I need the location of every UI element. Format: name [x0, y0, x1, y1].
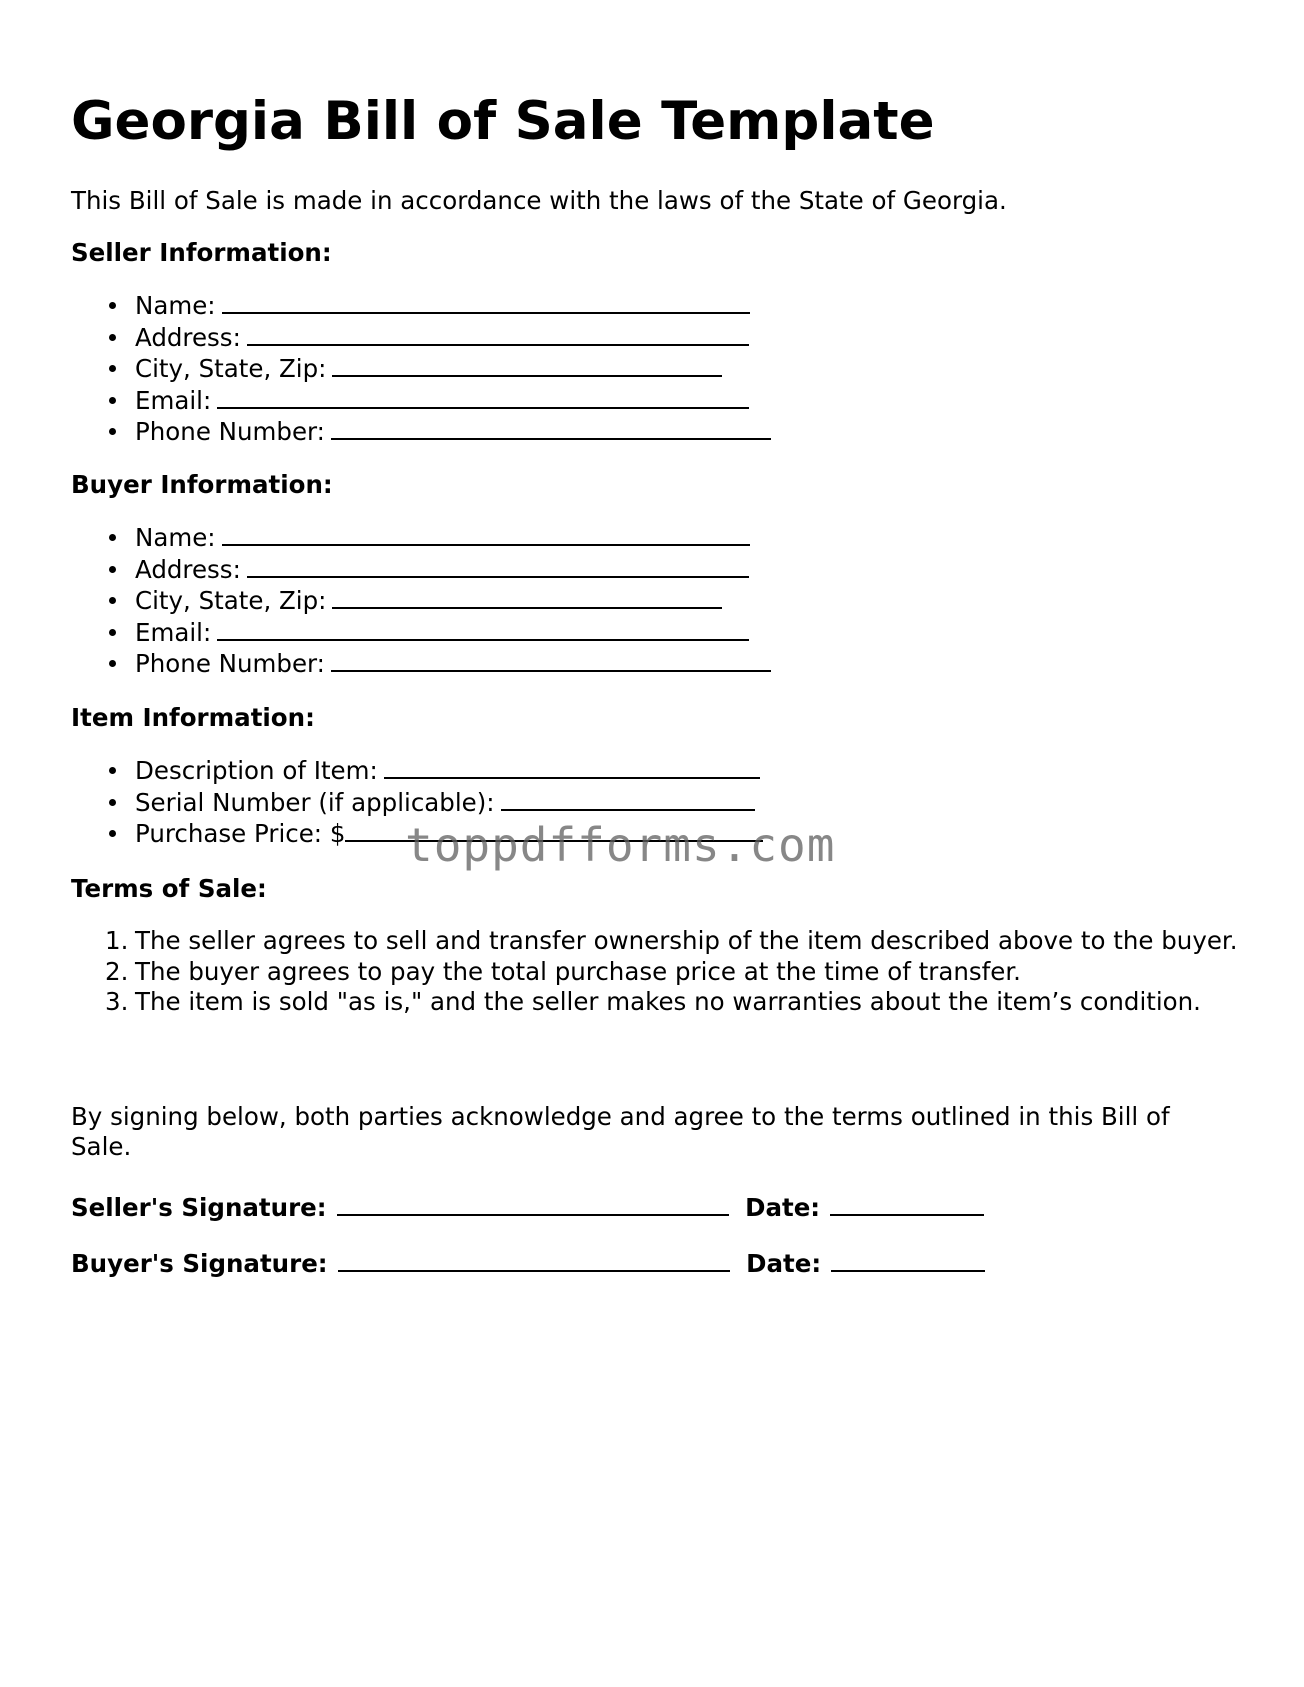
item-purchase-price-blank[interactable] [345, 818, 763, 842]
buyer-date-blank[interactable] [831, 1248, 985, 1272]
terms-item: 3. The item is sold "as is," and the seller makes no warranties about the item’s condition. [105, 987, 1201, 1016]
buyer-city-state-zip-blank[interactable] [332, 585, 722, 609]
seller-city-state-zip-blank[interactable] [332, 353, 722, 377]
item-purchase-price-field: Purchase Price: $ [71, 818, 763, 850]
buyer-heading: Buyer Information: [71, 470, 333, 499]
buyer-signature-blank[interactable] [338, 1248, 730, 1272]
seller-name-blank[interactable] [222, 290, 750, 314]
buyer-signature-row [71, 1248, 985, 1279]
page-title: Georgia Bill of Sale Template [71, 91, 935, 152]
item-serial-number-blank[interactable] [501, 787, 755, 811]
seller-heading: Seller Information: [71, 238, 332, 267]
seller-email-blank[interactable] [217, 385, 749, 409]
seller-date-blank[interactable] [830, 1192, 984, 1216]
buyer-address-blank[interactable] [247, 554, 749, 578]
buyer-field-list [71, 522, 771, 680]
item-field-list [71, 755, 763, 850]
buyer-city-state-zip-field: City, State, Zip: [71, 585, 771, 617]
seller-date-label: Date: [745, 1193, 821, 1222]
buyer-name-field: Name: [71, 522, 771, 554]
seller-email-field: Email: [71, 385, 771, 417]
buyer-phone-field: Phone Number: [71, 648, 771, 680]
watermark-text: toppdfforms.com [405, 818, 836, 872]
seller-field-list [71, 290, 771, 448]
item-description-field: Description of Item: [71, 755, 763, 787]
item-serial-number-field: Serial Number (if applicable): [71, 787, 763, 819]
seller-city-state-zip-field: City, State, Zip: [71, 353, 771, 385]
seller-address-field: Address: [71, 322, 771, 354]
acknowledgement-paragraph: By signing below, both parties acknowledge and agree to the terms outlined in this Bill of Sale. [71, 1102, 1170, 1161]
item-description-blank[interactable] [384, 755, 760, 779]
buyer-address-field: Address: [71, 554, 771, 586]
buyer-email-blank[interactable] [217, 617, 749, 641]
buyer-name-blank[interactable] [222, 522, 750, 546]
seller-name-field: Name: [71, 290, 771, 322]
terms-list [71, 926, 1285, 1018]
seller-address-blank[interactable] [247, 322, 749, 346]
terms-item: 1. The seller agrees to sell and transfer ownership of the item described above to the buyer. [105, 926, 1238, 955]
item-heading: Item Information: [71, 703, 315, 732]
seller-phone-blank[interactable] [331, 416, 771, 440]
buyer-phone-blank[interactable] [331, 648, 771, 672]
seller-signature-row [71, 1192, 984, 1223]
seller-signature-blank[interactable] [337, 1192, 729, 1216]
buyer-date-label: Date: [746, 1249, 822, 1278]
buyer-email-field: Email: [71, 617, 771, 649]
intro-paragraph: This Bill of Sale is made in accordance with the laws of the State of Georgia. [71, 186, 1007, 215]
buyer-signature-label: Buyer's Signature: [71, 1249, 328, 1278]
terms-item: 2. The buyer agrees to pay the total purchase price at the time of transfer. [105, 956, 1021, 986]
seller-phone-field: Phone Number: [71, 416, 771, 448]
terms-heading: Terms of Sale: [71, 874, 267, 903]
seller-signature-label: Seller's Signature: [71, 1193, 327, 1222]
